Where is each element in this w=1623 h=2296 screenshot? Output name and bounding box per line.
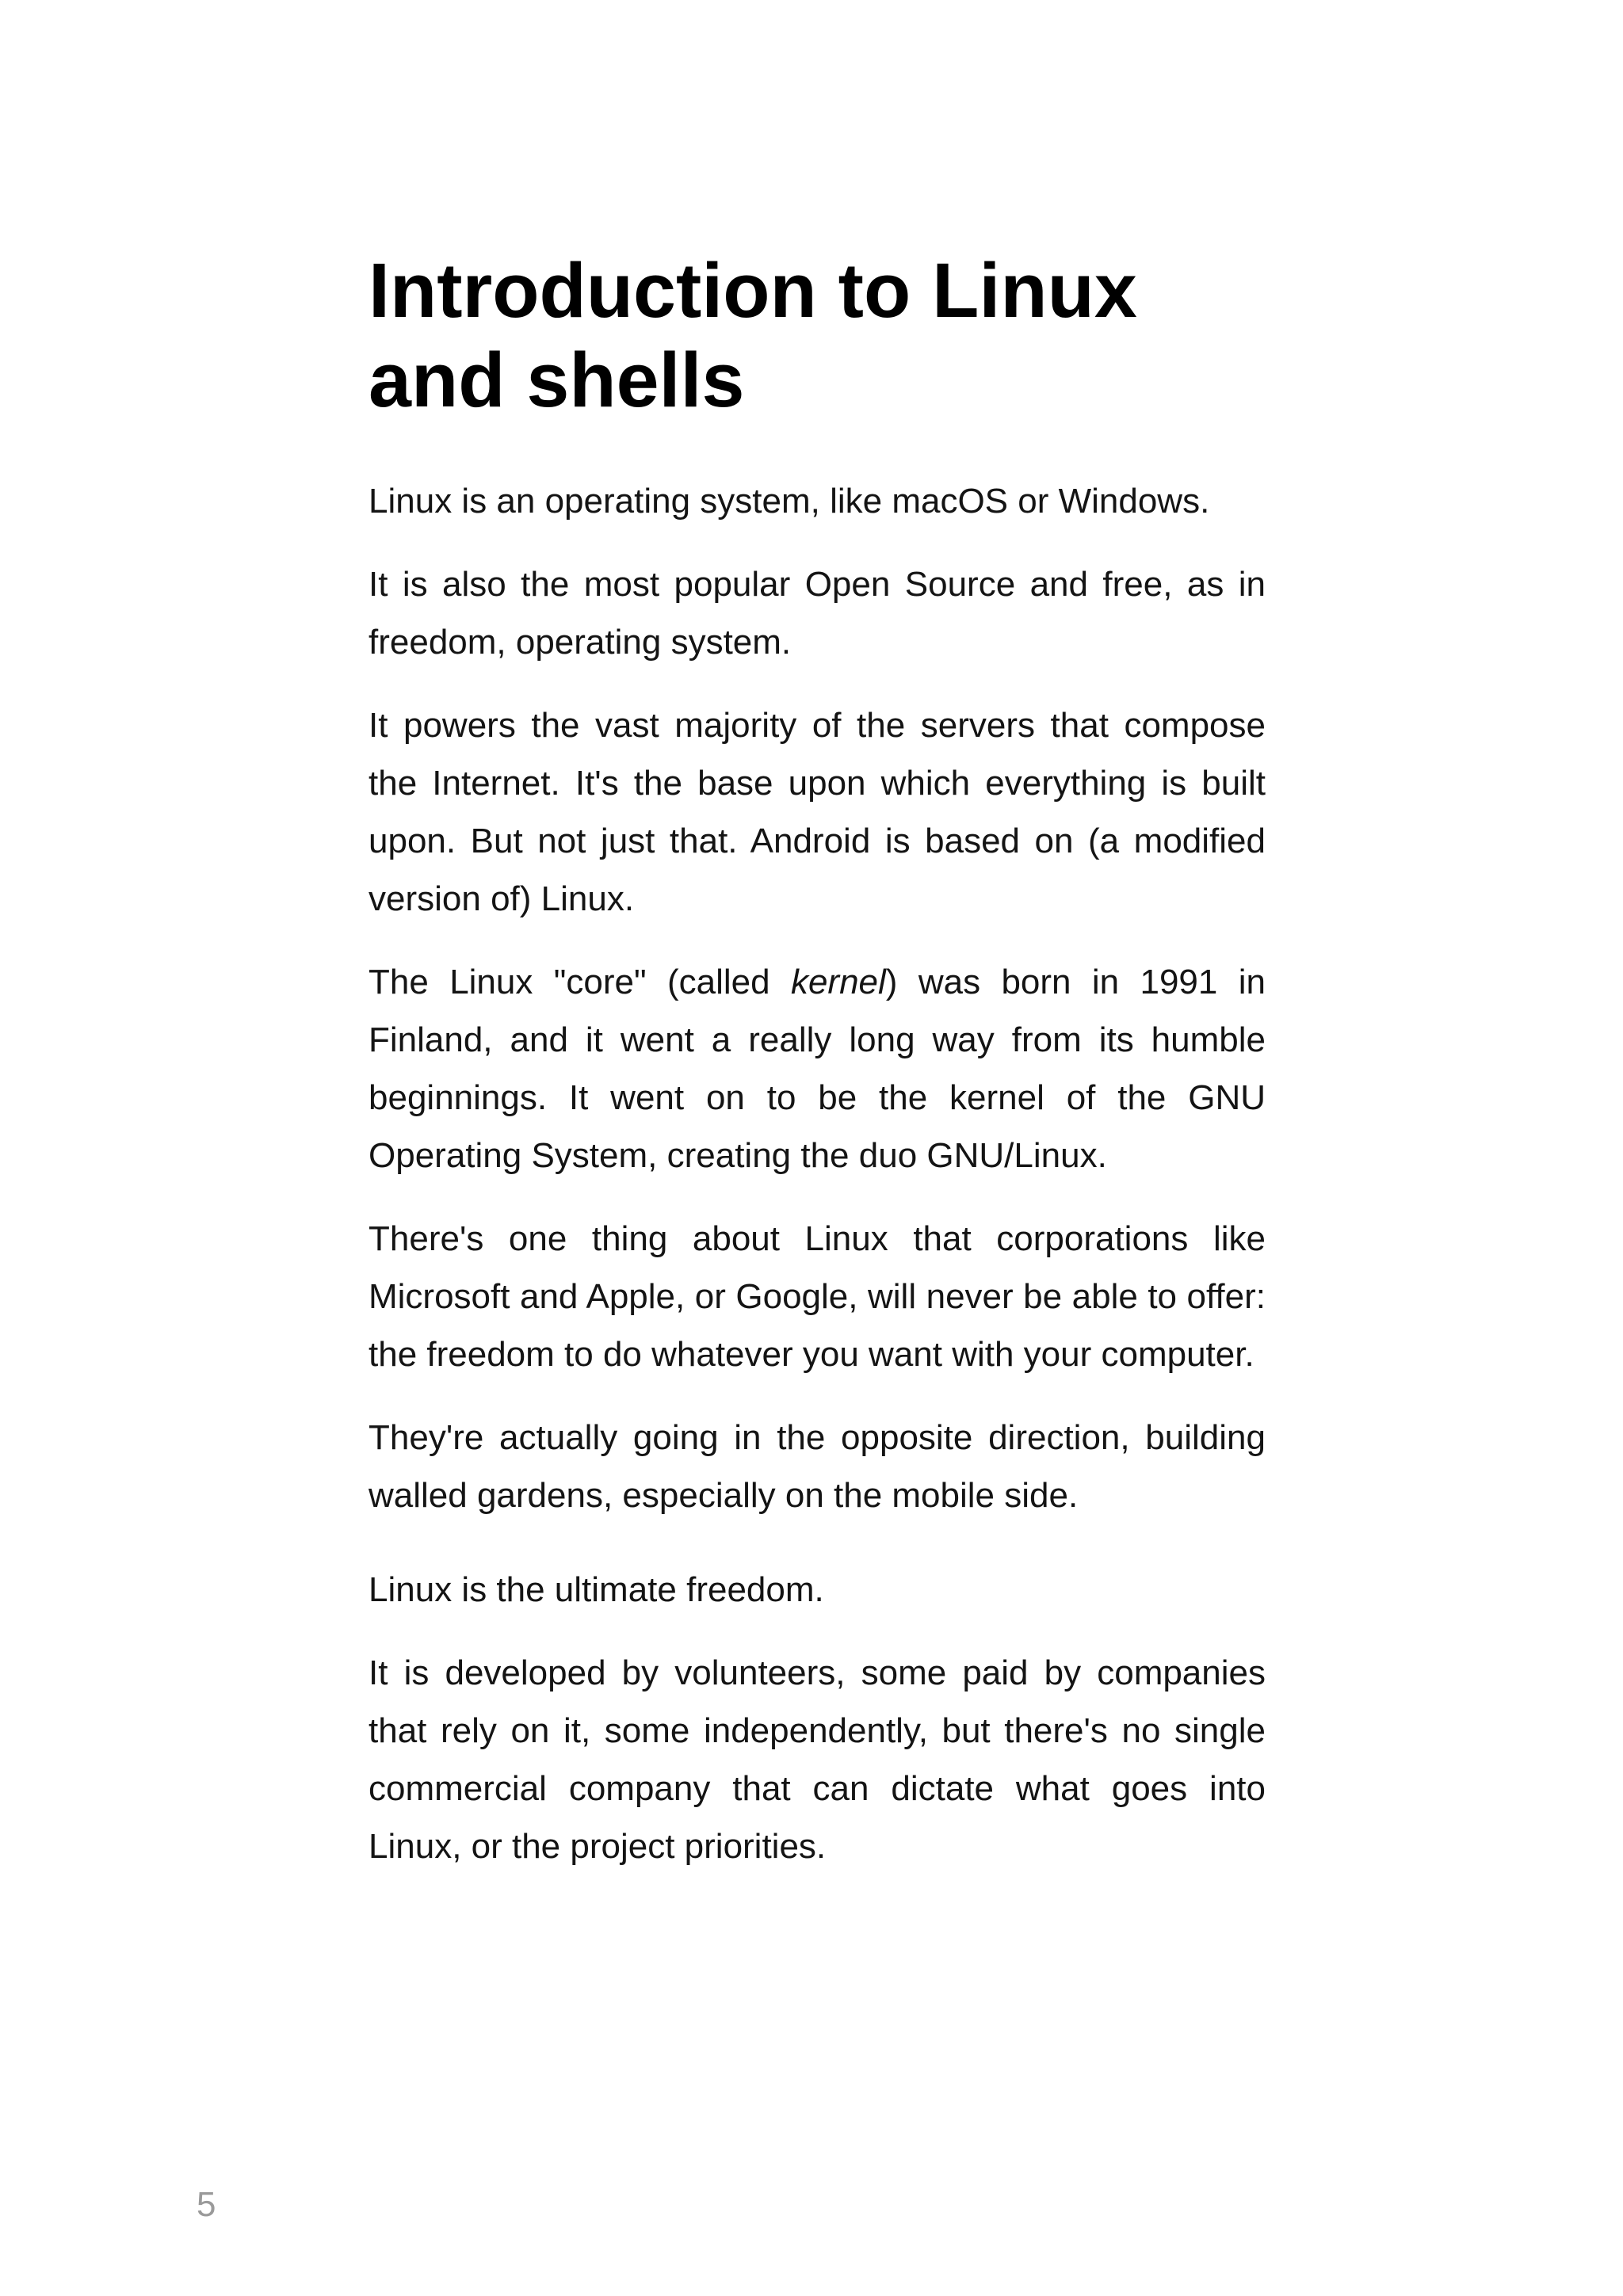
- paragraph-7: Linux is the ultimate freedom.: [369, 1570, 824, 1609]
- paragraph-4-text-after: ) was born in 1991 in Finland, and it went a really long way from its humble beginnings. It went on to be the kernel of the GNU Operating System, creating the duo GNU/Linux.: [369, 963, 1266, 1175]
- paragraph-4: [369, 953, 1266, 1184]
- kernel-emphasis: kernel: [790, 963, 886, 1001]
- paragraph-6: They're actually going in the opposite direction, building walled gardens, especially on the mobile side.: [369, 1418, 1266, 1515]
- paragraph-3: It powers the vast majority of the servers that compose the Internet. It's the base upon which everything is built upon. But not just that. Android is based on (a modified version of) Linux.: [369, 706, 1266, 918]
- chapter-title: Introduction to Linux and shells: [369, 247, 1137, 423]
- paragraph-2: It is also the most popular Open Source and free, as in freedom, operating system.: [369, 565, 1266, 662]
- paragraph-8: It is developed by volunteers, some paid by companies that rely on it, some independently, but there's no single commercial company that can dictate what goes into Linux, or the project priorities.: [369, 1653, 1266, 1866]
- paragraph-5: There's one thing about Linux that corporations like Microsoft and Apple, or Google, will never be able to offer: the freedom to do whatever you want with your computer.: [369, 1219, 1266, 1374]
- page-content: [369, 246, 1266, 1901]
- paragraph-1: Linux is an operating system, like macOS or Windows.: [369, 482, 1210, 521]
- page-number: 5: [197, 2185, 216, 2224]
- paragraph-4-text-before: The Linux "core" (called: [369, 963, 791, 1001]
